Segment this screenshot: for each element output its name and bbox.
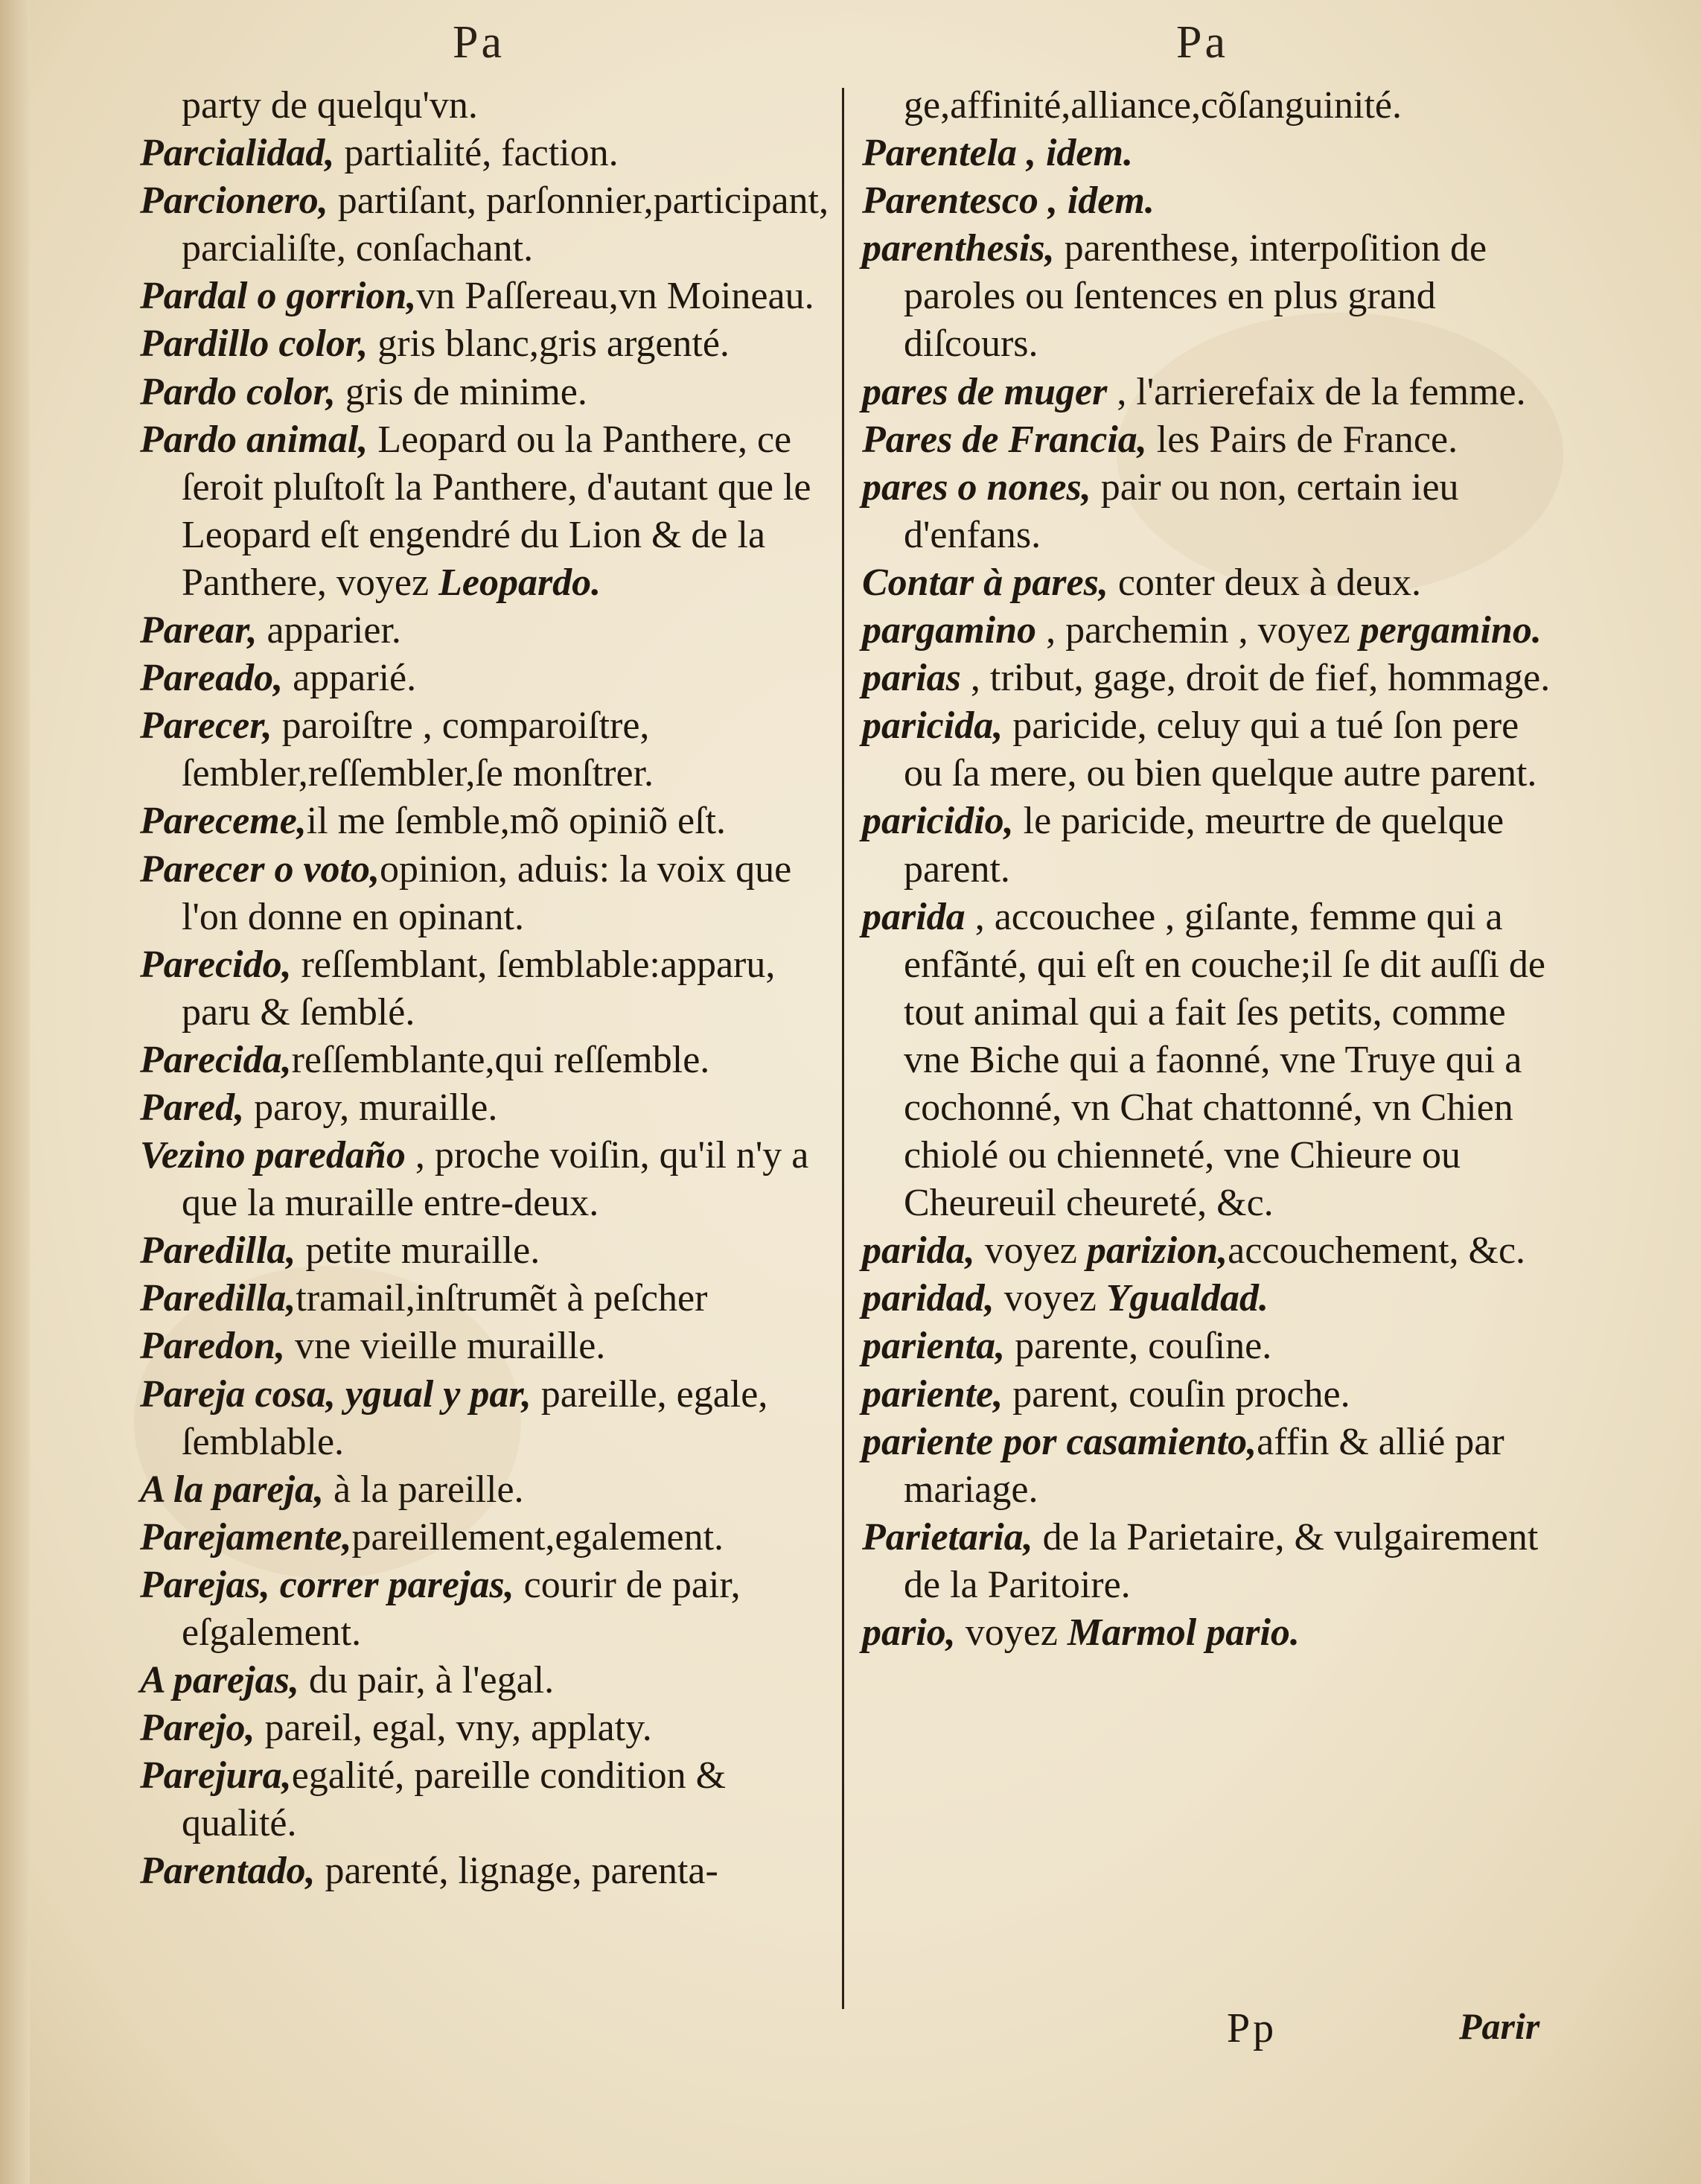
entry-headword: Pares de Francia, <box>862 418 1147 461</box>
dictionary-entry <box>140 1037 829 1084</box>
dictionary-entry <box>862 130 1551 177</box>
entry-headword: parida <box>862 895 966 938</box>
entry-definition: le paricide, meurtre de quelque parent. <box>904 800 1504 891</box>
entry-headword: parias <box>862 657 961 700</box>
dictionary-entry <box>862 607 1551 655</box>
dictionary-entry <box>140 1132 829 1227</box>
dictionary-entry <box>862 1227 1551 1275</box>
running-head-right: Pa <box>1176 17 1228 68</box>
dictionary-entry <box>862 369 1551 416</box>
dictionary-entry <box>862 177 1551 225</box>
left-column <box>140 82 829 1896</box>
entry-headword: Parecido, <box>140 943 292 986</box>
entry-headword: pariente, <box>862 1372 1003 1416</box>
entry-headword: Pardillo color, <box>140 322 368 366</box>
entry-definition: vn Paſſereau,vn Moineau. <box>416 275 814 318</box>
entry-definition: , tribut, gage, droit de fief, hommage. <box>960 657 1551 700</box>
entry-headword: pares o nones, <box>862 465 1091 509</box>
entry-definition: paroy, muraille. <box>244 1086 498 1129</box>
signature-mark: Pp <box>1227 2005 1277 2051</box>
dictionary-entry <box>140 369 829 416</box>
entry-headword: Paredon, <box>140 1325 285 1368</box>
dictionary-entry <box>862 225 1551 368</box>
entry-headword: paridad, <box>862 1277 995 1320</box>
entry-headword: Parecer, <box>140 704 272 748</box>
entry-definition: reſſemblant, ſemblable:apparu, paru & ſemblé. <box>182 943 776 1034</box>
entry-cross-reference: Ygualdad. <box>1105 1277 1268 1320</box>
dictionary-entry <box>862 416 1551 464</box>
dictionary-entry <box>862 1322 1551 1370</box>
entry-definition: opinion, aduis: la voix que l'on donne en opinant. <box>182 847 792 938</box>
entry-headword: pargamino <box>862 609 1037 652</box>
dictionary-entry <box>862 1419 1551 1514</box>
entry-definition: affin & allié par mariage. <box>904 1420 1504 1511</box>
entry-definition: pair ou non, certain ieu d'enfans. <box>904 465 1459 556</box>
entry-definition: pareille, egale, ſemblable. <box>182 1372 768 1463</box>
entry-definition: paricide, celuy qui a tué ſon pere ou ſa mere, ou bien quelque autre parent. <box>904 704 1537 795</box>
entry-cross-reference: idem. <box>1045 132 1133 175</box>
entry-headword: Parcionero, <box>140 179 328 223</box>
entry-definition: partiſant, parſonnier,participant, parcialiſte, conſachant. <box>182 179 829 270</box>
entry-headword: Paredilla, <box>140 1277 296 1320</box>
entry-definition: les Pairs de France. <box>1146 418 1458 461</box>
dictionary-entry <box>140 1752 829 1847</box>
dictionary-entry <box>140 702 829 797</box>
dictionary-entry <box>140 655 829 702</box>
entry-definition: apparier. <box>257 609 401 652</box>
dictionary-entry <box>140 273 829 320</box>
entry-headword: pario, <box>862 1611 956 1654</box>
entry-headword: paricidio, <box>862 800 1014 843</box>
entry-continuation: party de quelqu'vn. <box>182 84 478 127</box>
dictionary-entry <box>862 702 1551 797</box>
running-head-left: Pa <box>453 17 505 68</box>
entry-definition: reſſemblante,qui reſſemble. <box>291 1038 710 1081</box>
entry-definition: voyez <box>974 1229 1087 1273</box>
entry-definition: partialité, faction. <box>334 132 619 175</box>
entry-definition: pareillement,egalement. <box>351 1515 724 1559</box>
entry-definition: , proche voiſin, qu'il n'y a que la muraille entre-deux. <box>182 1134 809 1225</box>
dictionary-entry <box>140 1847 829 1895</box>
dictionary-entry <box>862 464 1551 559</box>
dictionary-entry <box>140 846 829 941</box>
dictionary-entry <box>140 82 829 130</box>
entry-headword: A la pareja, <box>140 1468 325 1511</box>
entry-headword: Pardo color, <box>140 370 336 413</box>
dictionary-entry <box>140 1704 829 1752</box>
entry-definition <box>1058 179 1067 222</box>
dictionary-entry <box>862 1371 1551 1419</box>
entry-headword: Paredilla, <box>140 1229 296 1273</box>
entry-definition: voyez <box>994 1277 1106 1320</box>
entry-headword: Parecer o voto, <box>140 847 380 891</box>
entry-definition <box>1036 132 1046 174</box>
dictionary-entry <box>140 1561 829 1657</box>
entry-definition: voyez <box>955 1611 1067 1654</box>
entry-definition: à la pareille. <box>324 1468 524 1511</box>
entry-definition: conter deux à deux. <box>1108 561 1422 604</box>
entry-definition-tail: accouchement, &c. <box>1228 1229 1526 1273</box>
dictionary-entry <box>140 1084 829 1132</box>
entry-definition: du pair, à l'egal. <box>299 1659 555 1702</box>
dictionary-entry <box>862 82 1551 130</box>
entry-definition: apparié. <box>283 657 417 700</box>
dictionary-entry <box>862 559 1551 607</box>
dictionary-entry <box>862 797 1551 893</box>
entry-headword: Parentado, <box>140 1850 316 1893</box>
right-column <box>862 82 1551 1657</box>
entry-definition: vne vieille muraille. <box>285 1325 606 1368</box>
entry-cross-reference: pergamino. <box>1359 609 1542 652</box>
entry-definition: egalité, pareille condition & qualité. <box>182 1754 727 1845</box>
entry-headword: Parejas, correr parejas, <box>140 1563 514 1606</box>
entry-definition: paroiſtre , comparoiſtre, ſembler,reſſembler,ſe monſtrer. <box>182 704 654 795</box>
entry-headword: parienta, <box>862 1325 1006 1368</box>
entry-headword: Parejura, <box>140 1754 292 1798</box>
entry-definition: gris blanc,gris argenté. <box>368 322 730 366</box>
entry-headword: pariente por casamiento, <box>862 1420 1257 1463</box>
dictionary-entry <box>140 320 829 368</box>
entry-definition: pareil, egal, vny, applaty. <box>255 1707 652 1750</box>
entry-definition: , accouchee , giſante, femme qui a enfãnté, qui eſt en couche;il ſe dit auſſi de tout animal qui a fait ſes petits, comme vne Biche qui a faonné, vne Truye qui a cochonné, vn Chat chattonné, vn Chien chiolé ou chienneté, vne Chieure ou Cheureuil cheureté, &c. <box>904 895 1546 1225</box>
dictionary-entry <box>862 655 1551 702</box>
entry-headword: Pareado, <box>140 657 284 700</box>
entry-headword: Parentesco , <box>862 179 1058 223</box>
entry-headword: Vezino paredaño <box>140 1134 406 1177</box>
entry-cross-reference: Marmol pario. <box>1067 1611 1300 1654</box>
entry-definition: tramail,inſtrumẽt à peſcher <box>296 1277 708 1320</box>
entry-headword: Pareja cosa, ygual y par, <box>140 1372 532 1416</box>
column-divider <box>842 88 844 2009</box>
dictionary-entry <box>140 941 829 1037</box>
page-edge <box>0 0 30 2184</box>
dictionary-entry <box>862 1514 1551 1609</box>
dictionary-entry <box>140 1371 829 1466</box>
entry-definition: parenthese, interpoſition de paroles ou ſentences en plus grand diſcours. <box>904 227 1487 366</box>
dictionary-entry <box>140 1227 829 1275</box>
entry-headword: Pardal o gorrion, <box>140 275 417 318</box>
dictionary-entry <box>862 894 1551 1228</box>
dictionary-entry <box>140 416 829 607</box>
dictionary-entry <box>140 1322 829 1370</box>
dictionary-entry <box>140 130 829 177</box>
entry-headword: pares de muger <box>862 370 1108 413</box>
dictionary-entry <box>140 1657 829 1704</box>
entry-definition: parenté, lignage, parenta- <box>315 1850 718 1893</box>
entry-definition: parent, couſin proche. <box>1003 1372 1350 1416</box>
entry-cross-reference: idem. <box>1067 179 1155 223</box>
entry-definition: gris de minime. <box>335 370 587 413</box>
dictionary-entry <box>862 1275 1551 1322</box>
entry-headword: Parear, <box>140 609 258 652</box>
entry-headword: Parejamente, <box>140 1515 352 1559</box>
entry-headword: Parejo, <box>140 1707 255 1750</box>
entry-headword: parida, <box>862 1229 975 1273</box>
entry-headword: Parecida, <box>140 1038 292 1081</box>
entry-definition: de la Parietaire, & vulgairement de la Paritoire. <box>904 1515 1539 1606</box>
dictionary-entry <box>140 1466 829 1514</box>
entry-cross-reference: parizion, <box>1086 1229 1228 1273</box>
entry-continuation: ge,affinité,alliance,cõſanguinité. <box>904 84 1402 127</box>
entry-definition: , l'arrierefaix de la femme. <box>1107 370 1526 413</box>
catchword: Parir <box>1459 2005 1540 2047</box>
entry-headword: Parcialidad, <box>140 132 335 175</box>
entry-headword: Pardo animal, <box>140 418 368 461</box>
entry-definition: courir de pair, eſgalement. <box>182 1563 741 1654</box>
entry-definition: parente, couſine. <box>1005 1325 1272 1368</box>
entry-headword: A parejas, <box>140 1659 299 1702</box>
entry-definition: petite muraille. <box>296 1229 540 1273</box>
entry-definition: il me ſemble,mõ opiniõ eſt. <box>306 800 727 843</box>
dictionary-entry <box>140 1514 829 1561</box>
dictionary-entry <box>140 797 829 845</box>
dictionary-entry <box>862 1609 1551 1657</box>
dictionary-entry <box>140 177 829 273</box>
entry-headword: Parietaria, <box>862 1515 1033 1559</box>
entry-headword: paricida, <box>862 704 1003 748</box>
entry-headword: parenthesis, <box>862 227 1055 270</box>
entry-definition: , parchemin , voyez <box>1036 609 1360 652</box>
entry-headword: Pareceme, <box>140 800 307 843</box>
entry-cross-reference: Leopardo. <box>438 561 601 604</box>
entry-headword: Parentela , <box>862 132 1036 175</box>
entry-headword: Contar à pares, <box>862 561 1108 604</box>
entry-headword: Pared, <box>140 1086 245 1129</box>
entry-definition: Leopard ou la Panthere, ce ſeroit pluſtoſt la Panthere, d'autant que le Leopard eſt engendré du Lion & de la Panthere, voyez <box>182 418 811 604</box>
dictionary-entry <box>140 1275 829 1322</box>
dictionary-entry <box>140 607 829 655</box>
